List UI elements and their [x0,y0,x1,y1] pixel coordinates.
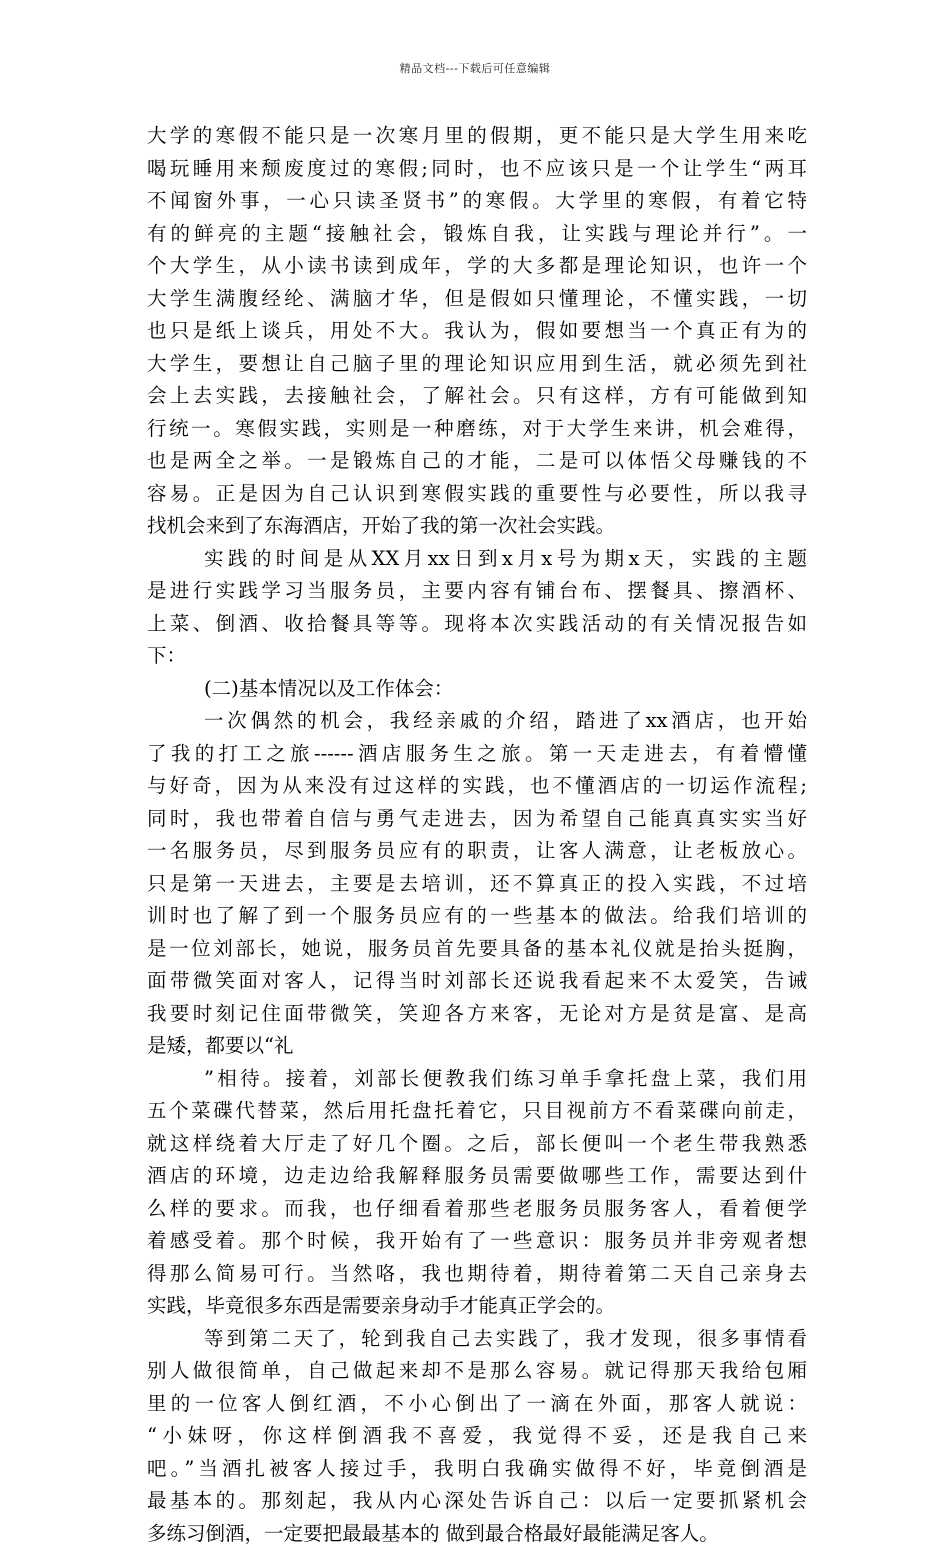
text-line: 吧。”当酒扎被客人接过手，我明白我确实做得不好，毕竟倒酒是 [147,1453,807,1486]
text-line: 酒店的环境，边走边给我解释服务员需要做哪些工作，需要达到什 [147,1160,807,1193]
text-line: 与好奇，因为从来没有过这样的实践，也不懂酒店的一切运作流程; [147,770,807,803]
text-line: 了我的打工之旅------酒店服务生之旅。第一天走进去，有着懵懂 [147,738,807,771]
text-line: 上菜、倒酒、收拾餐具等等。现将本次实践活动的有关情况报告如 [147,608,807,641]
text-line: 是一位刘部长，她说，服务员首先要具备的基本礼仪就是抬头挺胸， [147,933,807,966]
section-heading [147,673,807,706]
text-line: 个大学生，从小读书读到成年，学的大多都是理论知识，也许一个 [147,250,807,283]
text-line: 会上去实践，去接触社会，了解社会。只有这样，方有可能做到知 [147,380,807,413]
text-line: 喝玩睡用来颓废度过的寒假;同时，也不应该只是一个让学生“两耳 [147,153,807,186]
text-line: 行统一。寒假实践，实则是一种磨练，对于大学生来讲，机会难得， [147,413,807,446]
text-line: 大学的寒假不能只是一次寒月里的假期，更不能只是大学生用来吃 [147,120,807,153]
text-line: 同时，我也带着自信与勇气走进去，因为希望自己能真真实实当好 [147,803,807,836]
text-line: 得那么简易可行。当然咯，我也期待着，期待着第二天自己亲身去 [147,1258,807,1291]
text-line: 也只是纸上谈兵，用处不大。我认为，假如要想当一个真正有为的 [147,315,807,348]
text-line: 就这样绕着大厅走了好几个圈。之后，部长便叫一个老生带我熟悉 [147,1128,807,1161]
text-line: 下： [147,640,807,673]
text-line: 有的鲜亮的主题“接触社会，锻炼自我，让实践与理论并行”。一 [147,218,807,251]
text-line: 大学生，要想让自己脑子里的理论知识应用到生活，就必须先到社 [147,348,807,381]
paragraph-training [147,1063,807,1323]
text-line: 大学生满腹经纶、满脑才华，但是假如只懂理论，不懂实践，一切 [147,283,807,316]
text-line: 等到第二天了，轮到我自己去实践了，我才发现，很多事情看 [147,1323,807,1356]
text-line: 也是两全之举。一是锻炼自己的才能，二是可以体悟父母赚钱的不 [147,445,807,478]
document-body [147,120,807,1550]
text-line: 一名服务员，尽到服务员应有的职责，让客人满意，让老板放心。 [147,835,807,868]
text-line: 着感受着。那个时候，我开始有了一些意识：服务员并非旁观者想 [147,1225,807,1258]
text-line: 一次偶然的机会，我经亲戚的介绍，踏进了xx酒店，也开始 [147,705,807,738]
text-line: 只是第一天进去，主要是去培训，还不算真正的投入实践，不过培 [147,868,807,901]
text-line: 训时也了解了到一个服务员应有的一些基本的做法。给我们培训的 [147,900,807,933]
paragraph-first-day [147,705,807,1063]
text-line: 最基本的。那刻起，我从内心深处告诉自己：以后一定要抓紧机会 [147,1485,807,1518]
paragraph-second-day [147,1323,807,1550]
text-line: 别人做很简单，自己做起来却不是那么容易。就记得那天我给包厢 [147,1355,807,1388]
section-heading-text: (二)基本情况以及工作体会： [147,673,807,706]
text-line: 不闻窗外事，一心只读圣贤书”的寒假。大学里的寒假，有着它特 [147,185,807,218]
paragraph-intro [147,120,807,543]
text-line: 多练习倒酒，一定要把最最基本的 做到最合格最好最能满足客人。 [147,1518,807,1550]
text-line: ”相待。接着，刘部长便教我们练习单手拿托盘上菜，我们用 [147,1063,807,1096]
text-line: 找机会来到了东海酒店，开始了我的第一次社会实践。 [147,510,807,543]
text-line: 是进行实践学习当服务员，主要内容有铺台布、摆餐具、擦酒杯、 [147,575,807,608]
text-line: 是矮，都要以“礼 [147,1030,807,1063]
text-line: 实践的时间是从XX月xx日到x月x号为期x天，实践的主题 [147,543,807,576]
page-header: 精品文档---下载后可任意编辑 [0,62,950,76]
text-line: 里的一位客人倒红酒，不小心倒出了一滴在外面，那客人就说： [147,1388,807,1421]
paragraph-practice-time [147,543,807,673]
text-line: 五个菜碟代替菜，然后用托盘托着它，只目视前方不看菜碟向前走， [147,1095,807,1128]
text-line: 我要时刻记住面带微笑，笑迎各方来客，无论对方是贫是富、是高 [147,998,807,1031]
text-line: 容易。正是因为自己认识到寒假实践的重要性与必要性，所以我寻 [147,478,807,511]
text-line: 实践，毕竟很多东西是需要亲身动手才能真正学会的。 [147,1290,807,1323]
text-line: 面带微笑面对客人，记得当时刘部长还说我看起来不太爱笑，告诫 [147,965,807,998]
text-line: “小妹呀，你这样倒酒我不喜爱，我觉得不妥，还是我自己来 [147,1420,807,1453]
text-line: 么样的要求。而我，也仔细看着那些老服务员服务客人，看着便学 [147,1193,807,1226]
